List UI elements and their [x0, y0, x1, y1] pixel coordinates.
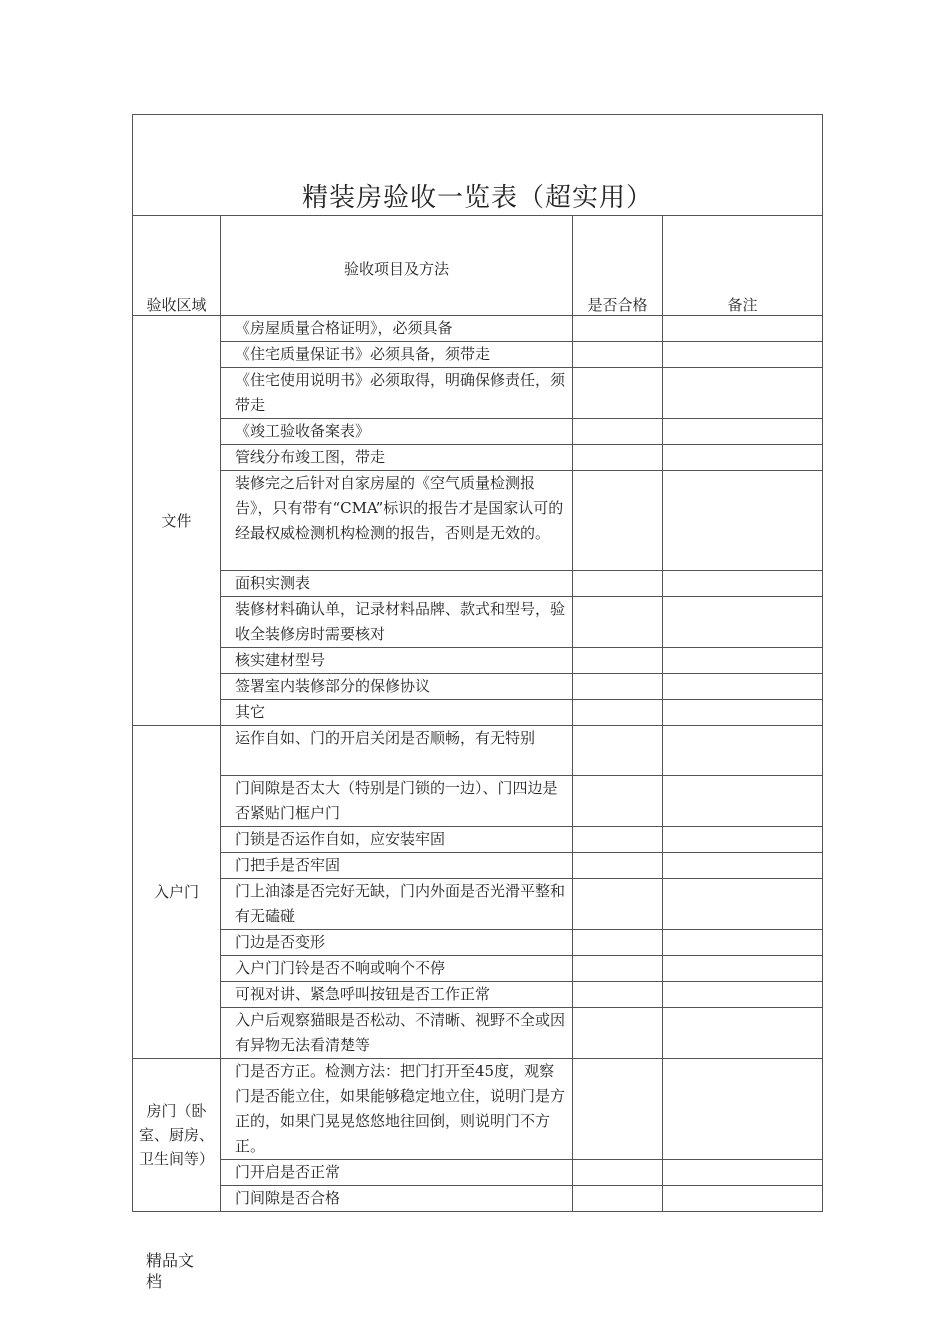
pass-cell[interactable]	[573, 571, 663, 597]
table-row	[133, 930, 823, 956]
page-title: 精装房验收一览表（超实用）	[133, 115, 823, 216]
item-cell: 门把手是否牢固	[221, 853, 573, 879]
item-cell: 门边是否变形	[221, 930, 573, 956]
table-row	[133, 342, 823, 368]
table-row	[133, 982, 823, 1008]
table-row	[133, 879, 823, 930]
table-row	[133, 368, 823, 419]
note-cell[interactable]	[663, 956, 823, 982]
note-cell[interactable]	[663, 700, 823, 726]
item-cell: 门锁是否运作自如，应安装牢固	[221, 827, 573, 853]
area-room-door: 房门（卧室、厨房、卫生间等）	[133, 1059, 221, 1212]
table-row	[133, 726, 823, 776]
pass-cell[interactable]	[573, 648, 663, 674]
pass-cell[interactable]	[573, 445, 663, 471]
pass-cell[interactable]	[573, 956, 663, 982]
note-cell[interactable]	[663, 982, 823, 1008]
table-row	[133, 1008, 823, 1059]
table-row	[133, 419, 823, 445]
note-cell[interactable]	[663, 342, 823, 368]
item-cell: 运作自如、门的开启关闭是否顺畅，有无特别	[221, 726, 573, 776]
table-row	[133, 445, 823, 471]
pass-cell[interactable]	[573, 674, 663, 700]
note-cell[interactable]	[663, 1059, 823, 1160]
pass-cell[interactable]	[573, 700, 663, 726]
table-row	[133, 674, 823, 700]
table-row	[133, 471, 823, 571]
item-cell: 门间隙是否太大（特别是门锁的一边）、门四边是否紧贴门框户门	[221, 776, 573, 827]
item-cell: 装修材料确认单，记录材料品牌、款式和型号，验收全装修房时需要核对	[221, 597, 573, 648]
note-cell[interactable]	[663, 726, 823, 776]
area-documents: 文件	[133, 316, 221, 726]
note-cell[interactable]	[663, 930, 823, 956]
header-area: 验收区域	[133, 216, 221, 316]
note-cell[interactable]	[663, 316, 823, 342]
item-cell: 《房屋质量合格证明》，必须具备	[221, 316, 573, 342]
table-row	[133, 827, 823, 853]
note-cell[interactable]	[663, 445, 823, 471]
header-pass: 是否合格	[573, 216, 663, 316]
pass-cell[interactable]	[573, 776, 663, 827]
item-cell: 面积实测表	[221, 571, 573, 597]
item-cell: 可视对讲、紧急呼叫按钮是否工作正常	[221, 982, 573, 1008]
item-cell: 门间隙是否合格	[221, 1186, 573, 1212]
pass-cell[interactable]	[573, 879, 663, 930]
note-cell[interactable]	[663, 674, 823, 700]
note-cell[interactable]	[663, 1008, 823, 1059]
table-row	[133, 776, 823, 827]
note-cell[interactable]	[663, 571, 823, 597]
note-cell[interactable]	[663, 597, 823, 648]
item-cell: 《竣工验收备案表》	[221, 419, 573, 445]
header-item: 验收项目及方法	[221, 216, 573, 316]
footer-note: 精品文档	[146, 1251, 195, 1291]
pass-cell[interactable]	[573, 1160, 663, 1186]
note-cell[interactable]	[663, 853, 823, 879]
table-row	[133, 597, 823, 648]
pass-cell[interactable]	[573, 1186, 663, 1212]
note-cell[interactable]	[663, 419, 823, 445]
note-cell[interactable]	[663, 648, 823, 674]
pass-cell[interactable]	[573, 316, 663, 342]
item-cell: 管线分布竣工图，带走	[221, 445, 573, 471]
note-cell[interactable]	[663, 471, 823, 571]
table-row	[133, 853, 823, 879]
pass-cell[interactable]	[573, 368, 663, 419]
item-cell: 核实建材型号	[221, 648, 573, 674]
inspection-table	[132, 114, 823, 1212]
pass-cell[interactable]	[573, 982, 663, 1008]
item-cell: 装修完之后针对自家房屋的《空气质量检测报告》，只有带有“CMA”标识的报告才是国家认可的经最权威检测机构检测的报告，否则是无效的。	[221, 471, 573, 571]
table-row	[133, 700, 823, 726]
item-cell: 门上油漆是否完好无缺，门内外面是否光滑平整和有无磕碰	[221, 879, 573, 930]
header-note: 备注	[663, 216, 823, 316]
table-row	[133, 648, 823, 674]
table-row	[133, 1186, 823, 1212]
pass-cell[interactable]	[573, 1008, 663, 1059]
pass-cell[interactable]	[573, 597, 663, 648]
item-cell: 其它	[221, 700, 573, 726]
pass-cell[interactable]	[573, 930, 663, 956]
item-cell: 《住宅使用说明书》必须取得，明确保修责任，须带走	[221, 368, 573, 419]
header-row	[133, 216, 823, 316]
pass-cell[interactable]	[573, 419, 663, 445]
pass-cell[interactable]	[573, 1059, 663, 1160]
item-cell: 门开启是否正常	[221, 1160, 573, 1186]
pass-cell[interactable]	[573, 471, 663, 571]
table-row	[133, 571, 823, 597]
table-row	[133, 956, 823, 982]
item-cell: 《住宅质量保证书》必须具备，须带走	[221, 342, 573, 368]
item-cell: 签署室内装修部分的保修协议	[221, 674, 573, 700]
note-cell[interactable]	[663, 879, 823, 930]
item-cell: 门是否方正。检测方法：把门打开至45度，观察门是否能立住，如果能够稳定地立住，说明门是方正的，如果门晃晃悠悠地往回倒，则说明门不方正。	[221, 1059, 573, 1160]
pass-cell[interactable]	[573, 342, 663, 368]
note-cell[interactable]	[663, 827, 823, 853]
area-entry-door: 入户门	[133, 726, 221, 1059]
note-cell[interactable]	[663, 1186, 823, 1212]
pass-cell[interactable]	[573, 853, 663, 879]
note-cell[interactable]	[663, 368, 823, 419]
pass-cell[interactable]	[573, 726, 663, 776]
table-row	[133, 1059, 823, 1160]
item-cell: 入户门门铃是否不响或响个不停	[221, 956, 573, 982]
note-cell[interactable]	[663, 1160, 823, 1186]
item-cell: 入户后观察猫眼是否松动、不清晰、视野不全或因有异物无法看清楚等	[221, 1008, 573, 1059]
pass-cell[interactable]	[573, 827, 663, 853]
table-row	[133, 316, 823, 342]
note-cell[interactable]	[663, 776, 823, 827]
table-row	[133, 1160, 823, 1186]
